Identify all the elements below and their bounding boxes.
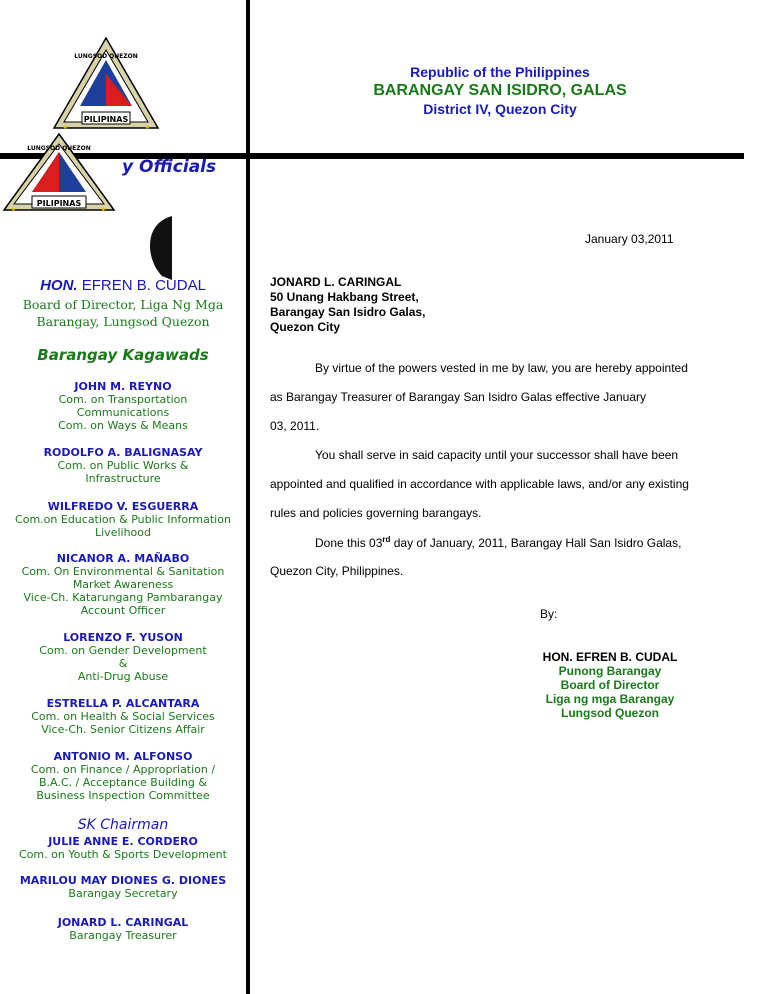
header-republic: Republic of the Philippines — [410, 64, 590, 80]
kagawad-role: Communications — [76, 406, 170, 419]
chairman-name — [0, 277, 246, 294]
kagawad-role: Com. on Ways & Means — [58, 419, 188, 432]
treasurer-name: JONARD L. CARINGAL — [57, 916, 189, 929]
done-line — [315, 535, 681, 550]
kagawad-role: Anti-Drug Abuse — [77, 670, 169, 683]
kagawad-role: Com.on Education & Public Information — [15, 513, 231, 526]
kagawad-role: Infrastructure — [85, 472, 161, 485]
kagawad-name: RODOLFO A. BALIGNASAY — [43, 446, 203, 459]
seal-bottom-text: PILIPINAS — [83, 115, 129, 124]
body-line: rules and policies governing barangays. — [270, 506, 482, 520]
body-line: You shall serve in said capacity until your successor shall have been — [315, 448, 679, 462]
done-suffix: day of January, 2011, Barangay Hall San Isidro Galas, — [390, 536, 682, 550]
body-line: as Barangay Treasurer of Barangay San Isidro Galas effective January — [270, 390, 646, 404]
done-sup: rd — [382, 535, 391, 544]
signatory-block — [530, 650, 690, 720]
svg-text:✦: ✦ — [144, 123, 151, 132]
seal-top-text-2: LUNGSOD QUEZON — [27, 145, 91, 152]
chairman-name-text: EFREN B. CUDAL — [81, 277, 206, 294]
body-line: 03, 2011. — [270, 419, 320, 433]
seal-bottom-text-2: PILIPINAS — [36, 199, 82, 208]
kagawad-name: NICANOR A. MAÑABO — [56, 552, 190, 565]
treasurer-role: Barangay Treasurer — [69, 929, 177, 942]
signatory-title: Board of Director — [560, 678, 660, 692]
kagawad-entry — [0, 500, 246, 539]
signatory-title: Punong Barangay — [558, 664, 662, 678]
signatory-title: Liga ng mga Barangay — [545, 692, 675, 706]
by-label: By: — [540, 607, 558, 621]
signatory-title: Lungsod Quezon — [561, 706, 659, 720]
done-line-2: Quezon City, Philippines. — [270, 564, 404, 578]
kagawad-role: Com. on Public Works & — [57, 459, 189, 472]
kagawad-entry — [0, 631, 246, 683]
chairman-prefix: HON. — [40, 277, 78, 294]
kagawad-entry — [0, 697, 246, 736]
header-district: District IV, Quezon City — [423, 101, 577, 117]
seal-top-text: LUNGSOD QUEZON — [74, 53, 138, 60]
sk-entry — [0, 835, 246, 861]
chairman-role — [0, 296, 246, 330]
kagawad-name: LORENZO F. YUSON — [63, 631, 183, 644]
kagawad-name: JOHN M. REYNO — [74, 380, 172, 393]
body-line: appointed and qualified in accordance with applicable laws, and/or any existing — [270, 477, 689, 491]
letter-date: January 03,2011 — [585, 232, 674, 246]
kagawad-entry — [0, 750, 246, 802]
header-barangay: BARANGAY SAN ISIDRO, GALAS — [373, 82, 627, 99]
sk-heading: SK Chairman — [77, 817, 169, 833]
kagawad-role: Account Officer — [80, 604, 166, 617]
kagawad-role: Market Awareness — [72, 578, 174, 591]
kagawad-name: ANTONIO M. ALFONSO — [53, 750, 193, 763]
kagawad-role: Business Inspection Committee — [36, 789, 210, 802]
officials-heading: y Officials — [122, 157, 217, 177]
secretary-entry — [0, 874, 246, 900]
kagawad-name: ESTRELLA P. ALCANTARA — [46, 697, 200, 710]
kagawad-role: B.A.C. / Acceptance Building & — [39, 776, 207, 789]
kagawad-role: Vice-Ch. Katarungang Pambarangay — [23, 591, 223, 604]
city-seal-icon — [52, 36, 160, 132]
svg-text:✦: ✦ — [10, 205, 17, 214]
recipient-line: Quezon City — [270, 320, 341, 334]
secretary-role: Barangay Secretary — [68, 887, 178, 900]
recipient-block — [270, 275, 425, 335]
kagawad-entry — [0, 552, 246, 617]
kagawad-entry — [0, 446, 246, 485]
kagawad-role: Vice-Ch. Senior Citizens Affair — [41, 723, 205, 736]
kagawad-role: Com. on Transportation — [58, 393, 188, 406]
treasurer-entry — [0, 916, 246, 942]
recipient-line: Barangay San Isidro Galas, — [270, 305, 426, 319]
kagawad-name: WILFREDO V. ESGUERRA — [47, 500, 199, 513]
city-seal-icon-2 — [2, 132, 116, 214]
official-photo — [148, 216, 172, 280]
done-prefix: Done this 03 — [315, 536, 383, 550]
chairman-role-line: Barangay, Lungsod Quezon — [36, 314, 210, 329]
body-line: By virtue of the powers vested in me by law, you are hereby appointed — [315, 361, 688, 375]
svg-text:✦: ✦ — [100, 205, 107, 214]
chairman-role-line: Board of Director, Liga Ng Mga — [22, 297, 224, 312]
secretary-name: MARILOU MAY DIONES G. DIONES — [19, 874, 227, 887]
sk-role: Com. on Youth & Sports Development — [19, 848, 227, 861]
kagawad-role: Com. On Environmental & Sanitation — [21, 565, 225, 578]
vertical-rule — [246, 0, 250, 994]
recipient-line: 50 Unang Hakbang Street, — [270, 290, 419, 304]
sk-name: JULIE ANNE E. CORDERO — [48, 835, 198, 848]
signatory-name: HON. EFREN B. CUDAL — [542, 650, 678, 664]
kagawad-role: & — [118, 657, 128, 670]
recipient-line: JONARD L. CARINGAL — [270, 275, 402, 289]
svg-text:✦: ✦ — [62, 123, 69, 132]
kagawad-role: Livelihood — [95, 526, 151, 539]
kagawad-role: Com. on Health & Social Services — [31, 710, 215, 723]
kagawad-entry — [0, 380, 246, 432]
kagawads-heading: Barangay Kagawads — [37, 346, 209, 364]
kagawad-role: Com. on Finance / Appropriation / — [30, 763, 216, 776]
kagawad-role: Com. on Gender Development — [39, 644, 207, 657]
